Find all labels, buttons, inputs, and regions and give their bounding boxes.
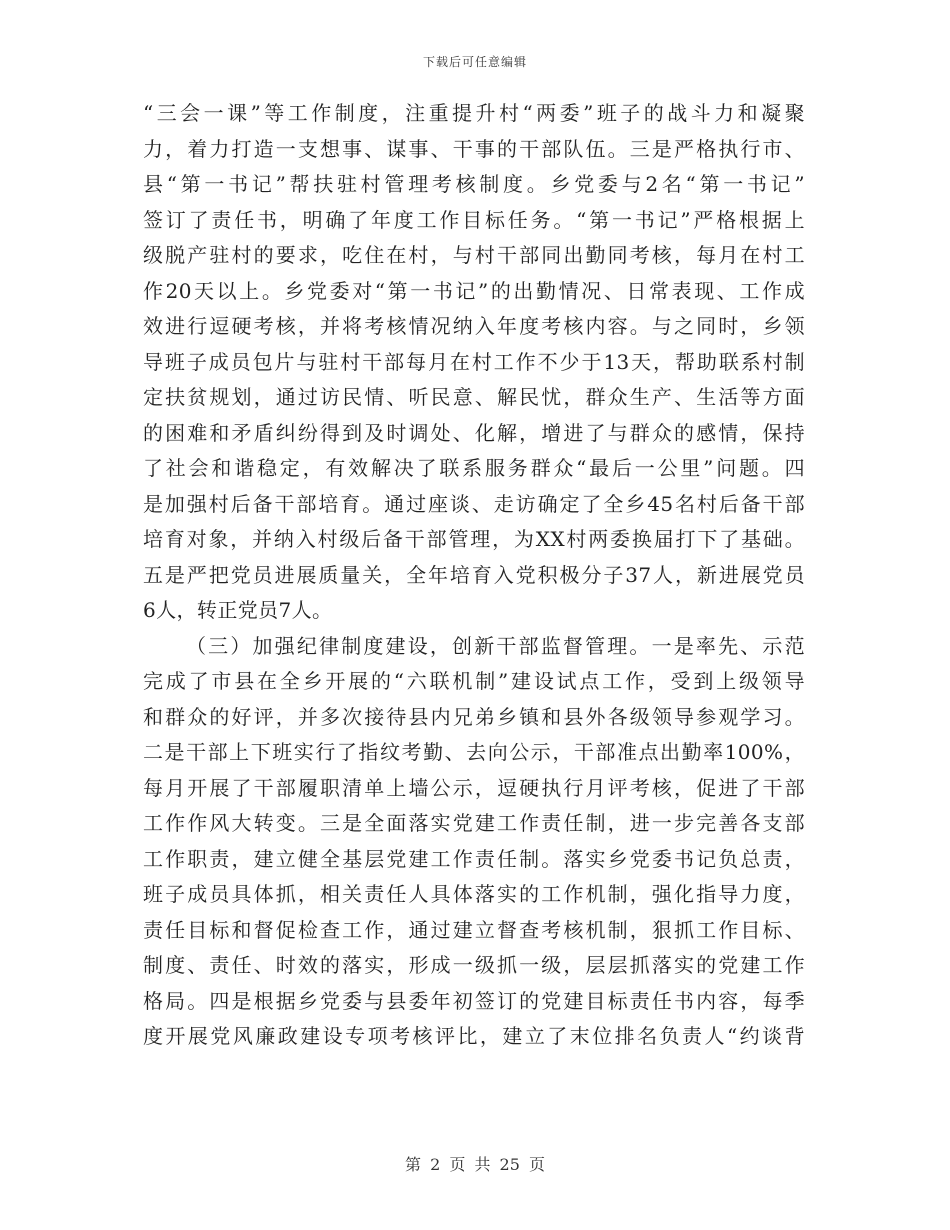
text-line-paragraph-end: 6人，转正党员7人。 xyxy=(143,598,333,622)
text-line: 导班子成员包片与驻村干部每月在村工作不少于13天，帮助联系村制 xyxy=(143,349,805,374)
text-line: 工作职责，建立健全基层党建工作责任制。落实乡党委书记负总责， xyxy=(143,846,805,871)
text-line: 效进行逗硬考核，并将考核情况纳入年度考核内容。与之同时，乡领 xyxy=(143,314,805,338)
text-line: 作20天以上。乡党委对“第一书记”的出勤情况、日常表现、工作成 xyxy=(143,278,805,303)
section-heading-line: （三）加强纪律制度建设，创新干部监督管理。一是率先、示范 xyxy=(186,633,805,658)
text-line: 力，着力打造一支想事、谋事、干事的干部队伍。三是严格执行市、 xyxy=(143,136,805,161)
text-line: 五是严把党员进展质量关，全年培育入党积极分子37人，新进展党员 xyxy=(143,562,805,587)
text-line: 班子成员具体抓，相关责任人具体落实的工作机制，强化指导力度， xyxy=(143,882,805,906)
page-number-footer: 第 2 页 共 25 页 xyxy=(405,1155,545,1174)
text-line: 制度、责任、时效的落实，形成一级抓一级，层层抓落实的党建工作 xyxy=(143,953,805,977)
text-line: 每月开展了干部履职清单上墙公示，逗硬执行月评考核，促进了干部 xyxy=(143,775,805,800)
text-line: 工作作风大转变。三是全面落实党建工作责任制，进一步完善各支部 xyxy=(143,811,805,835)
text-line: 签订了责任书，明确了年度工作目标任务。“第一书记”严格根据上 xyxy=(143,207,805,232)
page-header-note: 下载后可任意编辑 xyxy=(422,55,527,69)
text-line: 格局。四是根据乡党委与县委年初签订的党建目标责任书内容，每季 xyxy=(143,988,805,1013)
text-line: 定扶贫规划，通过访民情、听民意、解民忧，群众生产、生活等方面 xyxy=(143,385,805,409)
text-line: 度开展党风廉政建设专项考核评比，建立了末位排名负责人“约谈背 xyxy=(143,1024,805,1048)
text-line: 培育对象，并纳入村级后备干部管理，为XX村两委换届打下了基础。 xyxy=(143,527,805,551)
text-line: 的困难和矛盾纠纷得到及时调处、化解，增进了与群众的感情，保持 xyxy=(143,420,805,445)
text-line: 完成了市县在全乡开展的“六联机制”建设试点工作，受到上级领导 xyxy=(143,669,805,693)
text-line: 了社会和谐稳定，有效解决了联系服务群众“最后一公里”问题。四 xyxy=(143,456,805,480)
text-line: 县“第一书记”帮扶驻村管理考核制度。乡党委与2名“第一书记” xyxy=(143,172,805,196)
document-body xyxy=(143,96,805,1055)
text-line: “三会一课”等工作制度，注重提升村“两委”班子的战斗力和凝聚 xyxy=(143,101,805,125)
text-line: 二是干部上下班实行了指纹考勤、去向公示，干部准点出勤率100%， xyxy=(143,740,805,764)
text-line: 是加强村后备干部培育。通过座谈、走访确定了全乡45名村后备干部 xyxy=(143,491,805,516)
text-line: 责任目标和督促检查工作，通过建立督查考核机制，狠抓工作目标、 xyxy=(143,917,805,942)
text-line: 和群众的好评，并多次接待县内兄弟乡镇和县外各级领导参观学习。 xyxy=(143,704,805,729)
text-line: 级脱产驻村的要求，吃住在村，与村干部同出勤同考核，每月在村工 xyxy=(143,243,805,267)
